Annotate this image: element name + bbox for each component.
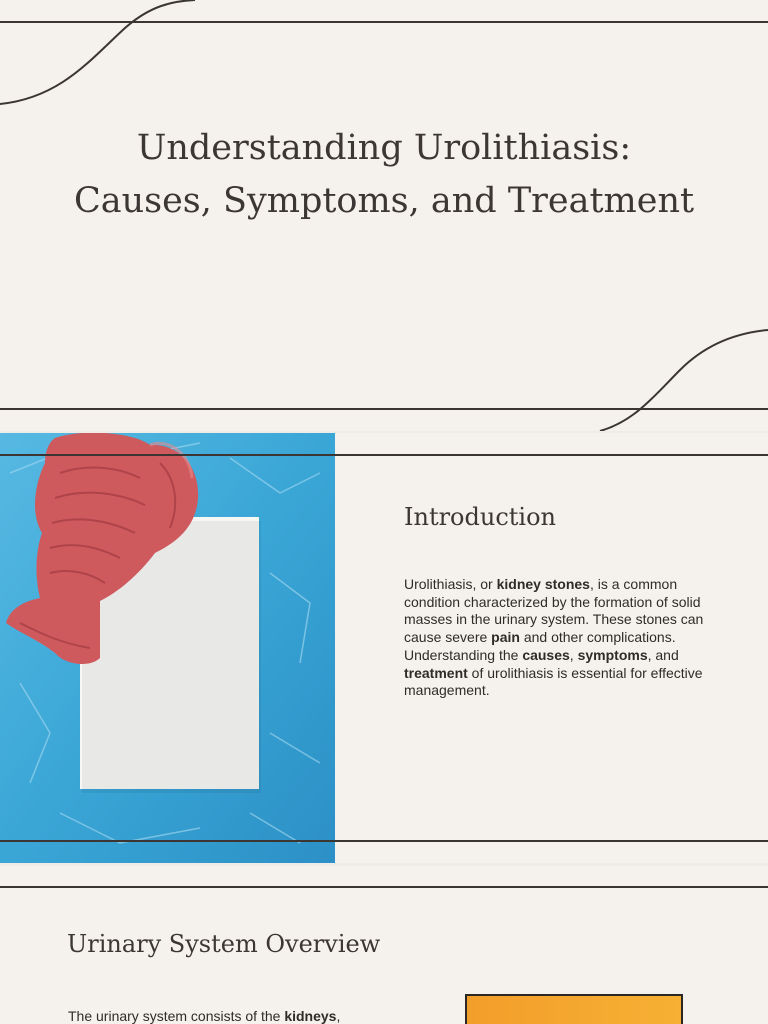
- bold-term: symptoms: [577, 646, 648, 663]
- overview-paragraph: [68, 1008, 398, 1024]
- bold-term: causes: [522, 646, 570, 663]
- text-run: ,: [336, 1008, 341, 1024]
- section-heading: Introduction: [404, 503, 556, 531]
- title-slide: [0, 0, 768, 431]
- bottom-right-curve-decoration: [595, 325, 768, 431]
- title-line-1: Understanding Urolithiasis:: [136, 128, 632, 168]
- urinary-system-slide: [0, 866, 768, 1024]
- top-left-curve-decoration: [0, 0, 200, 110]
- lobster-dish-photo: [0, 433, 335, 863]
- top-divider-line: [0, 454, 768, 456]
- bottom-divider-line: [0, 408, 768, 410]
- top-divider-line: [0, 21, 768, 23]
- text-run: Urolithiasis, or: [404, 576, 497, 592]
- bold-term: treatment: [404, 664, 468, 681]
- introduction-paragraph: [404, 576, 734, 700]
- bold-term: kidney stones: [496, 576, 590, 592]
- bold-term: kidneys: [284, 1008, 337, 1024]
- bottom-divider-line: [0, 840, 768, 842]
- text-run: , and: [647, 646, 679, 663]
- introduction-slide: [0, 433, 768, 863]
- title-line-2: Causes, Symptoms, and Treatment: [73, 181, 695, 221]
- text-run: The urinary system consists of the: [68, 1008, 285, 1024]
- text-run: and other complications. Understanding the: [404, 629, 676, 663]
- orange-image-placeholder: [465, 994, 683, 1024]
- top-divider-line: [0, 886, 768, 888]
- section-heading: Urinary System Overview: [67, 930, 381, 958]
- bold-term: pain: [491, 629, 520, 646]
- text-run: , is a common condition characterized by the formation of solid masses in the urinary system. These stones can cause severe: [404, 576, 704, 646]
- text-run: of urolithiasis is essential for effective management.: [404, 664, 703, 699]
- page-title: [0, 122, 768, 228]
- text-run: ,: [569, 646, 578, 663]
